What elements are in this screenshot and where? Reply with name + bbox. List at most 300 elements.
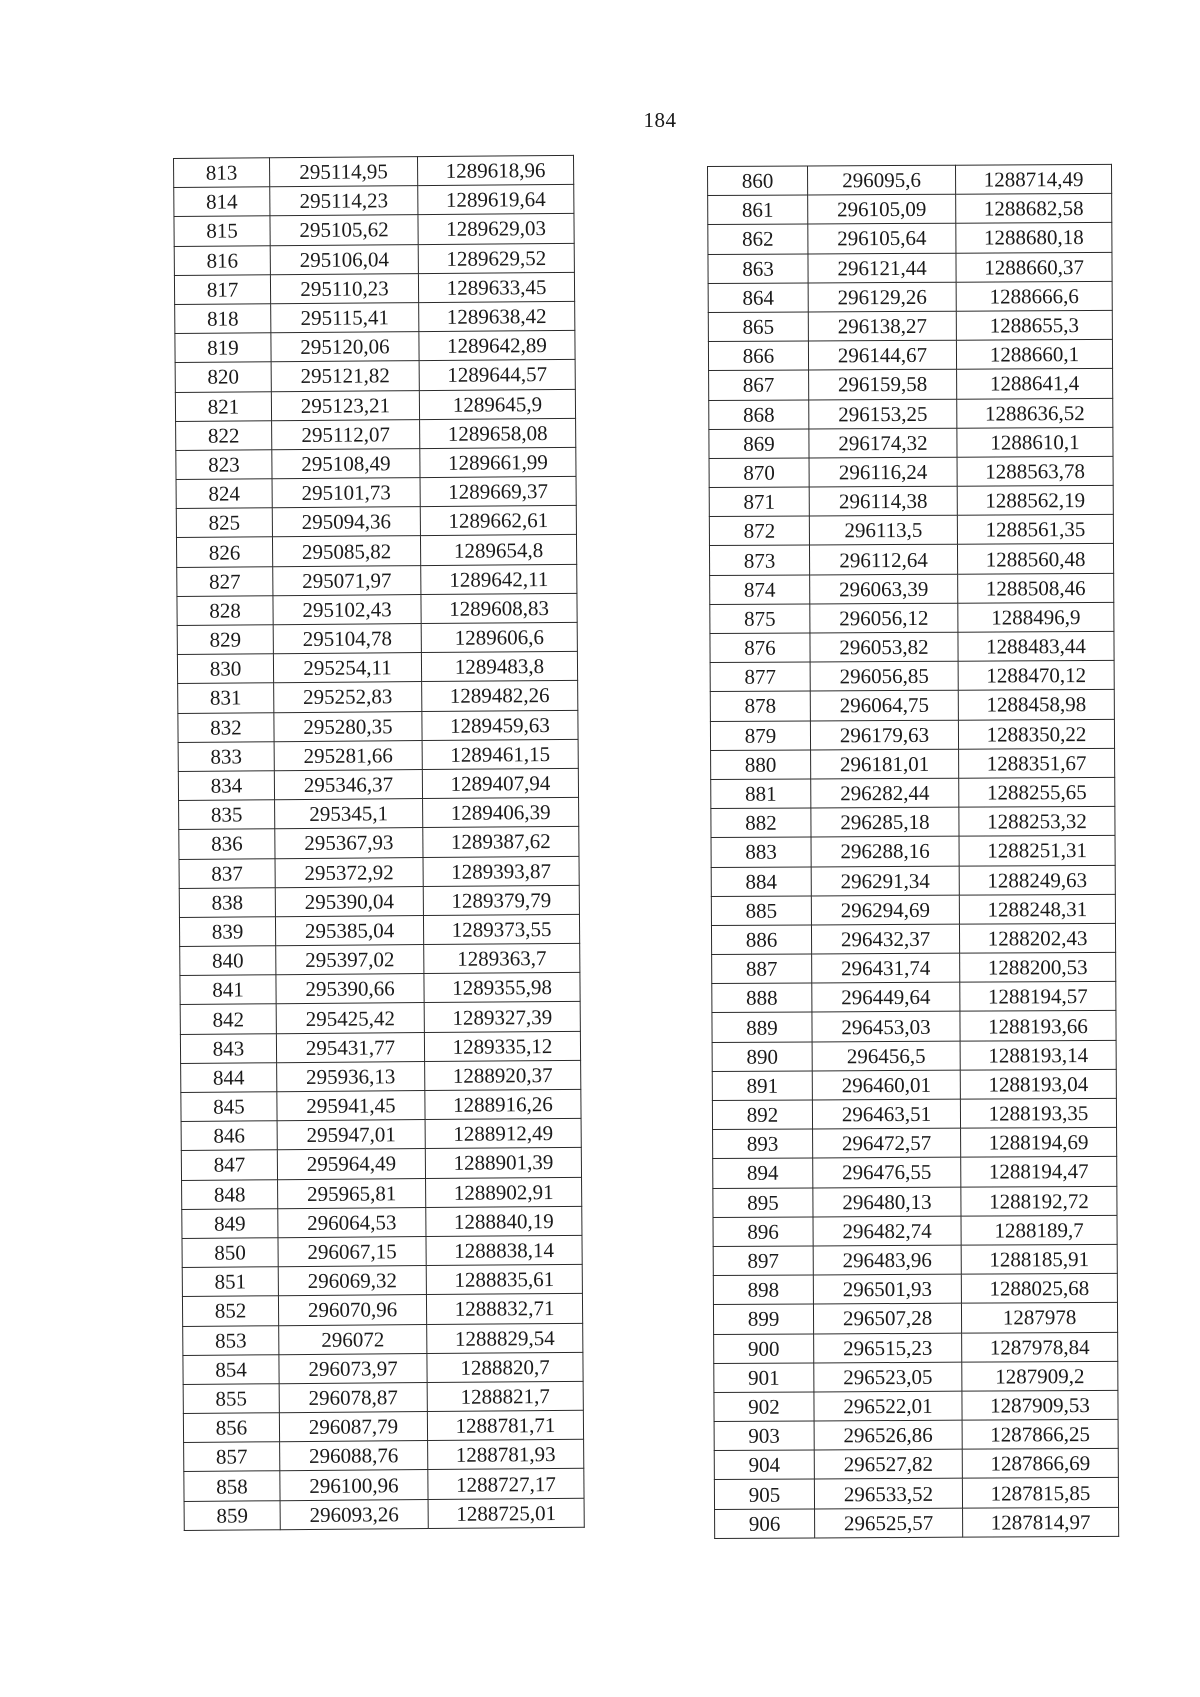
y-coordinate-cell: 1289606,6 — [421, 622, 577, 652]
x-coordinate-cell: 296480,13 — [813, 1187, 961, 1217]
table-row — [708, 223, 1112, 254]
x-coordinate-cell: 296526,86 — [814, 1420, 962, 1450]
y-coordinate-cell: 1288835,61 — [426, 1264, 582, 1294]
point-number-cell: 853 — [183, 1325, 279, 1355]
y-coordinate-cell: 1288561,35 — [957, 515, 1113, 545]
table-row — [711, 836, 1115, 867]
y-coordinate-cell: 1289393,87 — [423, 856, 579, 886]
x-coordinate-cell: 295123,21 — [271, 390, 419, 420]
point-number-cell: 883 — [711, 837, 811, 867]
x-coordinate-cell: 296291,34 — [811, 866, 959, 896]
point-number-cell: 828 — [177, 596, 273, 626]
y-coordinate-cell: 1288508,46 — [958, 573, 1114, 603]
point-number-cell: 854 — [183, 1354, 279, 1384]
y-coordinate-cell: 1288920,37 — [425, 1060, 581, 1090]
y-coordinate-cell: 1288560,48 — [957, 544, 1113, 574]
point-number-cell: 839 — [179, 917, 275, 947]
x-coordinate-cell: 296282,44 — [811, 778, 959, 808]
table-row — [175, 389, 575, 421]
table-row — [179, 885, 579, 917]
y-coordinate-cell: 1288193,14 — [960, 1040, 1116, 1070]
x-coordinate-cell: 296501,93 — [813, 1274, 961, 1304]
point-number-cell: 849 — [182, 1208, 278, 1238]
point-number-cell: 869 — [709, 429, 809, 459]
x-coordinate-cell: 296100,96 — [280, 1470, 428, 1500]
table-row — [712, 952, 1116, 983]
y-coordinate-cell: 1288248,31 — [959, 894, 1115, 924]
y-coordinate-cell: 1289459,63 — [422, 710, 578, 740]
point-number-cell: 900 — [714, 1333, 814, 1363]
y-coordinate-cell: 1289406,39 — [423, 797, 579, 827]
y-coordinate-cell: 1288563,78 — [957, 456, 1113, 486]
point-number-cell: 820 — [175, 362, 271, 392]
table-row — [708, 281, 1112, 312]
point-number-cell: 846 — [181, 1121, 277, 1151]
table-row — [181, 1119, 581, 1151]
x-coordinate-cell: 296073,97 — [279, 1353, 427, 1383]
y-coordinate-cell: 1288470,12 — [958, 661, 1114, 691]
point-number-cell: 866 — [708, 341, 808, 371]
point-number-cell: 816 — [174, 245, 270, 275]
x-coordinate-cell: 296114,38 — [809, 486, 957, 516]
table-row — [179, 914, 579, 946]
table-row — [714, 1478, 1118, 1509]
table-row — [176, 418, 576, 450]
x-coordinate-cell: 296507,28 — [813, 1303, 961, 1333]
table-row — [713, 1303, 1117, 1334]
y-coordinate-cell: 1288727,17 — [428, 1469, 584, 1499]
table-row — [715, 1507, 1119, 1538]
point-number-cell: 888 — [712, 983, 812, 1013]
table-row — [174, 243, 574, 275]
x-coordinate-cell: 296056,12 — [810, 603, 958, 633]
point-number-cell: 865 — [708, 312, 808, 342]
table-row — [183, 1381, 583, 1413]
y-coordinate-cell: 1288916,26 — [425, 1089, 581, 1119]
x-coordinate-cell: 296105,64 — [808, 224, 956, 254]
point-number-cell: 824 — [176, 479, 272, 509]
x-coordinate-cell: 295104,78 — [273, 624, 421, 654]
x-coordinate-cell: 295941,45 — [277, 1091, 425, 1121]
table-row — [714, 1361, 1118, 1392]
y-coordinate-cell: 1288636,52 — [957, 398, 1113, 428]
table-row — [174, 155, 574, 187]
point-number-cell: 901 — [714, 1363, 814, 1393]
point-number-cell: 878 — [710, 691, 810, 721]
table-row — [176, 447, 576, 479]
x-coordinate-cell: 295252,83 — [274, 682, 422, 712]
point-number-cell: 875 — [710, 604, 810, 634]
point-number-cell: 830 — [177, 654, 273, 684]
coordinates-table-right — [707, 164, 1119, 1539]
y-coordinate-cell: 1287815,85 — [962, 1478, 1118, 1508]
point-number-cell: 823 — [176, 450, 272, 480]
x-coordinate-cell: 296294,69 — [811, 895, 959, 925]
x-coordinate-cell: 296482,74 — [813, 1216, 961, 1246]
y-coordinate-cell: 1288255,65 — [959, 777, 1115, 807]
table-row — [174, 214, 574, 246]
table-row — [180, 1031, 580, 1063]
y-coordinate-cell: 1288496,9 — [958, 602, 1114, 632]
point-number-cell: 831 — [178, 683, 274, 713]
point-number-cell: 905 — [714, 1479, 814, 1509]
x-coordinate-cell: 296525,57 — [815, 1508, 963, 1538]
x-coordinate-cell: 295106,04 — [270, 244, 418, 274]
x-coordinate-cell: 296088,76 — [280, 1441, 428, 1471]
y-coordinate-cell: 1289662,61 — [420, 506, 576, 536]
x-coordinate-cell: 296179,63 — [810, 720, 958, 750]
point-number-cell: 881 — [711, 779, 811, 809]
table-row — [713, 1128, 1117, 1159]
y-coordinate-cell: 1288251,31 — [959, 836, 1115, 866]
x-coordinate-cell: 295965,81 — [278, 1178, 426, 1208]
coordinates-table-left-body — [174, 155, 585, 1530]
point-number-cell: 906 — [715, 1509, 815, 1539]
y-coordinate-cell: 1289638,42 — [419, 301, 575, 331]
x-coordinate-cell: 296087,79 — [279, 1412, 427, 1442]
y-coordinate-cell: 1289654,8 — [420, 535, 576, 565]
x-coordinate-cell: 296121,44 — [808, 253, 956, 283]
x-coordinate-cell: 296460,01 — [812, 1070, 960, 1100]
y-coordinate-cell: 1288820,7 — [427, 1352, 583, 1382]
table-row — [181, 1148, 581, 1180]
x-coordinate-cell: 295114,23 — [270, 186, 418, 216]
table-row — [180, 973, 580, 1005]
point-number-cell: 893 — [713, 1129, 813, 1159]
y-coordinate-cell: 1289633,45 — [418, 272, 574, 302]
table-row — [709, 369, 1113, 400]
point-number-cell: 876 — [710, 633, 810, 663]
x-coordinate-cell: 295367,93 — [275, 828, 423, 858]
table-row — [176, 506, 576, 538]
table-row — [708, 164, 1112, 195]
table-row — [713, 1273, 1117, 1304]
y-coordinate-cell: 1288829,54 — [427, 1323, 583, 1353]
point-number-cell: 887 — [712, 954, 812, 984]
x-coordinate-cell: 295094,36 — [272, 507, 420, 537]
x-coordinate-cell: 296116,24 — [809, 457, 957, 487]
point-number-cell: 840 — [180, 946, 276, 976]
y-coordinate-cell: 1289661,99 — [420, 447, 576, 477]
point-number-cell: 834 — [178, 771, 274, 801]
table-row — [182, 1294, 582, 1326]
y-coordinate-cell: 1288641,4 — [957, 369, 1113, 399]
point-number-cell: 864 — [708, 283, 808, 313]
y-coordinate-cell: 1288189,7 — [961, 1215, 1117, 1245]
x-coordinate-cell: 295390,04 — [275, 886, 423, 916]
point-number-cell: 844 — [181, 1063, 277, 1093]
y-coordinate-cell: 1288194,69 — [961, 1128, 1117, 1158]
y-coordinate-cell: 1288202,43 — [959, 923, 1115, 953]
table-row — [712, 1069, 1116, 1100]
table-row — [177, 652, 577, 684]
x-coordinate-cell: 296078,87 — [279, 1382, 427, 1412]
x-coordinate-cell: 295254,11 — [273, 653, 421, 683]
table-row — [178, 681, 578, 713]
y-coordinate-cell: 1289483,8 — [421, 652, 577, 682]
point-number-cell: 814 — [174, 187, 270, 217]
table-row — [711, 806, 1115, 837]
point-number-cell: 815 — [174, 216, 270, 246]
table-row — [710, 631, 1114, 662]
y-coordinate-cell: 1287909,2 — [962, 1361, 1118, 1391]
y-coordinate-cell: 1287978,84 — [962, 1332, 1118, 1362]
table-row — [181, 1060, 581, 1092]
x-coordinate-cell: 296453,03 — [812, 1012, 960, 1042]
table-row — [713, 1244, 1117, 1275]
y-coordinate-cell: 1288912,49 — [425, 1119, 581, 1149]
y-coordinate-cell: 1288655,3 — [956, 310, 1112, 340]
x-coordinate-cell: 295964,49 — [277, 1149, 425, 1179]
point-number-cell: 818 — [175, 304, 271, 334]
table-row — [710, 661, 1114, 692]
x-coordinate-cell: 296463,51 — [812, 1099, 960, 1129]
y-coordinate-cell: 1288192,72 — [961, 1186, 1117, 1216]
y-coordinate-cell: 1289387,62 — [423, 827, 579, 857]
point-number-cell: 845 — [181, 1092, 277, 1122]
point-number-cell: 848 — [182, 1179, 278, 1209]
y-coordinate-cell: 1289373,55 — [423, 914, 579, 944]
point-number-cell: 891 — [712, 1071, 812, 1101]
x-coordinate-cell: 296476,55 — [813, 1158, 961, 1188]
table-row — [714, 1419, 1118, 1450]
y-coordinate-cell: 1289642,89 — [419, 330, 575, 360]
point-number-cell: 825 — [176, 508, 272, 538]
y-coordinate-cell: 1288902,91 — [426, 1177, 582, 1207]
table-row — [183, 1410, 583, 1442]
y-coordinate-cell: 1289669,37 — [420, 476, 576, 506]
y-coordinate-cell: 1288901,39 — [425, 1148, 581, 1178]
y-coordinate-cell: 1288351,67 — [959, 748, 1115, 778]
table-row — [180, 943, 580, 975]
table-row — [710, 719, 1114, 750]
table-row — [176, 476, 576, 508]
x-coordinate-cell: 296483,96 — [813, 1245, 961, 1275]
point-number-cell: 871 — [709, 487, 809, 517]
table-row — [175, 301, 575, 333]
x-coordinate-cell: 296113,5 — [809, 515, 957, 545]
table-row — [184, 1469, 584, 1501]
y-coordinate-cell: 1288253,32 — [959, 806, 1115, 836]
point-number-cell: 896 — [713, 1217, 813, 1247]
table-row — [709, 485, 1113, 516]
y-coordinate-cell: 1288714,49 — [955, 164, 1111, 194]
point-number-cell: 827 — [177, 566, 273, 596]
x-coordinate-cell: 296515,23 — [814, 1333, 962, 1363]
point-number-cell: 860 — [708, 166, 808, 196]
point-number-cell: 833 — [178, 741, 274, 771]
table-row — [712, 1098, 1116, 1129]
table-row — [711, 923, 1115, 954]
point-number-cell: 852 — [182, 1296, 278, 1326]
y-coordinate-cell: 1287909,53 — [962, 1390, 1118, 1420]
point-number-cell: 835 — [179, 800, 275, 830]
point-number-cell: 841 — [180, 975, 276, 1005]
x-coordinate-cell: 295105,62 — [270, 215, 418, 245]
table-row — [183, 1352, 583, 1384]
point-number-cell: 832 — [178, 712, 274, 742]
page-number: 184 — [643, 108, 677, 132]
y-coordinate-cell: 1289461,15 — [422, 739, 578, 769]
y-coordinate-cell: 1288840,19 — [426, 1206, 582, 1236]
table-row — [180, 1002, 580, 1034]
x-coordinate-cell: 296112,64 — [809, 545, 957, 575]
x-coordinate-cell: 296523,05 — [814, 1362, 962, 1392]
x-coordinate-cell: 296522,01 — [814, 1391, 962, 1421]
y-coordinate-cell: 1288680,18 — [956, 223, 1112, 253]
point-number-cell: 882 — [711, 808, 811, 838]
x-coordinate-cell: 295108,49 — [272, 448, 420, 478]
x-coordinate-cell: 296072 — [279, 1324, 427, 1354]
table-row — [178, 739, 578, 771]
x-coordinate-cell: 296153,25 — [809, 399, 957, 429]
point-number-cell: 837 — [179, 858, 275, 888]
coordinates-table-right-body — [708, 164, 1119, 1538]
y-coordinate-cell: 1289642,11 — [421, 564, 577, 594]
y-coordinate-cell: 1288249,63 — [959, 865, 1115, 895]
point-number-cell: 885 — [711, 896, 811, 926]
table-row — [175, 360, 575, 392]
table-row — [709, 456, 1113, 487]
table-row — [181, 1089, 581, 1121]
y-coordinate-cell: 1289327,39 — [424, 1002, 580, 1032]
point-number-cell: 842 — [180, 1004, 276, 1034]
point-number-cell: 817 — [174, 274, 270, 304]
point-number-cell: 903 — [714, 1421, 814, 1451]
y-coordinate-cell: 1288682,58 — [956, 194, 1112, 224]
point-number-cell: 851 — [182, 1267, 278, 1297]
table-row — [712, 982, 1116, 1013]
point-number-cell: 894 — [713, 1158, 813, 1188]
x-coordinate-cell: 296533,52 — [814, 1479, 962, 1509]
x-coordinate-cell: 296288,16 — [811, 837, 959, 867]
y-coordinate-cell: 1287866,69 — [962, 1449, 1118, 1479]
point-number-cell: 850 — [182, 1238, 278, 1268]
table-row — [708, 310, 1112, 341]
point-number-cell: 904 — [714, 1450, 814, 1480]
y-coordinate-cell: 1288200,53 — [960, 952, 1116, 982]
point-number-cell: 899 — [713, 1304, 813, 1334]
point-number-cell: 890 — [712, 1042, 812, 1072]
point-number-cell: 880 — [711, 750, 811, 780]
table-row — [182, 1177, 582, 1209]
point-number-cell: 895 — [713, 1188, 813, 1218]
y-coordinate-cell: 1288193,35 — [960, 1098, 1116, 1128]
table-row — [714, 1332, 1118, 1363]
table-row — [182, 1235, 582, 1267]
x-coordinate-cell: 296053,82 — [810, 632, 958, 662]
y-coordinate-cell: 1289629,03 — [418, 214, 574, 244]
x-coordinate-cell: 296431,74 — [812, 953, 960, 983]
x-coordinate-cell: 296105,09 — [808, 194, 956, 224]
table-row — [183, 1323, 583, 1355]
table-row — [709, 544, 1113, 575]
point-number-cell: 826 — [176, 537, 272, 567]
point-number-cell: 822 — [176, 420, 272, 450]
table-row — [708, 194, 1112, 225]
x-coordinate-cell: 296181,01 — [811, 749, 959, 779]
point-number-cell: 892 — [712, 1100, 812, 1130]
y-coordinate-cell: 1289644,57 — [419, 360, 575, 390]
point-number-cell: 863 — [708, 254, 808, 284]
point-number-cell: 886 — [711, 925, 811, 955]
table-row — [711, 777, 1115, 808]
x-coordinate-cell: 296093,26 — [280, 1499, 428, 1529]
x-coordinate-cell: 296472,57 — [813, 1128, 961, 1158]
x-coordinate-cell: 295346,37 — [274, 769, 422, 799]
point-number-cell: 847 — [181, 1150, 277, 1180]
table-row — [708, 340, 1112, 371]
y-coordinate-cell: 1288821,7 — [427, 1381, 583, 1411]
x-coordinate-cell: 295120,06 — [271, 332, 419, 362]
y-coordinate-cell: 1289658,08 — [420, 418, 576, 448]
y-coordinate-cell: 1288194,57 — [960, 982, 1116, 1012]
table-row — [709, 398, 1113, 429]
coordinates-table-left — [173, 155, 585, 1531]
x-coordinate-cell: 295390,66 — [276, 974, 424, 1004]
y-coordinate-cell: 1288483,44 — [958, 631, 1114, 661]
point-number-cell: 877 — [710, 662, 810, 692]
y-coordinate-cell: 1289645,9 — [419, 389, 575, 419]
point-number-cell: 873 — [709, 545, 809, 575]
point-number-cell: 858 — [184, 1471, 280, 1501]
table-row — [177, 593, 577, 625]
x-coordinate-cell: 296129,26 — [808, 282, 956, 312]
point-number-cell: 861 — [708, 195, 808, 225]
point-number-cell: 838 — [179, 887, 275, 917]
table-row — [178, 710, 578, 742]
point-number-cell: 867 — [709, 370, 809, 400]
x-coordinate-cell: 296056,85 — [810, 661, 958, 691]
y-coordinate-cell: 1288185,91 — [961, 1244, 1117, 1274]
x-coordinate-cell: 295085,82 — [272, 536, 420, 566]
x-coordinate-cell: 296095,6 — [808, 165, 956, 195]
y-coordinate-cell: 1289619,64 — [418, 185, 574, 215]
x-coordinate-cell: 295425,42 — [276, 1003, 424, 1033]
point-number-cell: 836 — [179, 829, 275, 859]
x-coordinate-cell: 296070,96 — [278, 1295, 426, 1325]
y-coordinate-cell: 1289608,83 — [421, 593, 577, 623]
x-coordinate-cell: 295121,82 — [271, 361, 419, 391]
table-row — [182, 1206, 582, 1238]
point-number-cell: 843 — [180, 1033, 276, 1063]
x-coordinate-cell: 296138,27 — [808, 311, 956, 341]
y-coordinate-cell: 1288610,1 — [957, 427, 1113, 457]
x-coordinate-cell: 296069,32 — [278, 1266, 426, 1296]
point-number-cell: 813 — [174, 158, 270, 188]
x-coordinate-cell: 295112,07 — [272, 419, 420, 449]
table-row — [710, 573, 1114, 604]
x-coordinate-cell: 296067,15 — [278, 1236, 426, 1266]
point-number-cell: 870 — [709, 458, 809, 488]
table-row — [711, 748, 1115, 779]
table-row — [710, 602, 1114, 633]
table-row — [176, 535, 576, 567]
x-coordinate-cell: 296063,39 — [810, 574, 958, 604]
y-coordinate-cell: 1289629,52 — [418, 243, 574, 273]
y-coordinate-cell: 1288350,22 — [958, 719, 1114, 749]
y-coordinate-cell: 1288660,1 — [956, 340, 1112, 370]
point-number-cell: 859 — [184, 1500, 280, 1530]
x-coordinate-cell: 295936,13 — [277, 1061, 425, 1091]
table-row — [174, 272, 574, 304]
point-number-cell: 855 — [183, 1384, 279, 1414]
y-coordinate-cell: 1288832,71 — [426, 1294, 582, 1324]
point-number-cell: 856 — [183, 1413, 279, 1443]
point-number-cell: 902 — [714, 1392, 814, 1422]
point-number-cell: 898 — [713, 1275, 813, 1305]
y-coordinate-cell: 1288838,14 — [426, 1235, 582, 1265]
